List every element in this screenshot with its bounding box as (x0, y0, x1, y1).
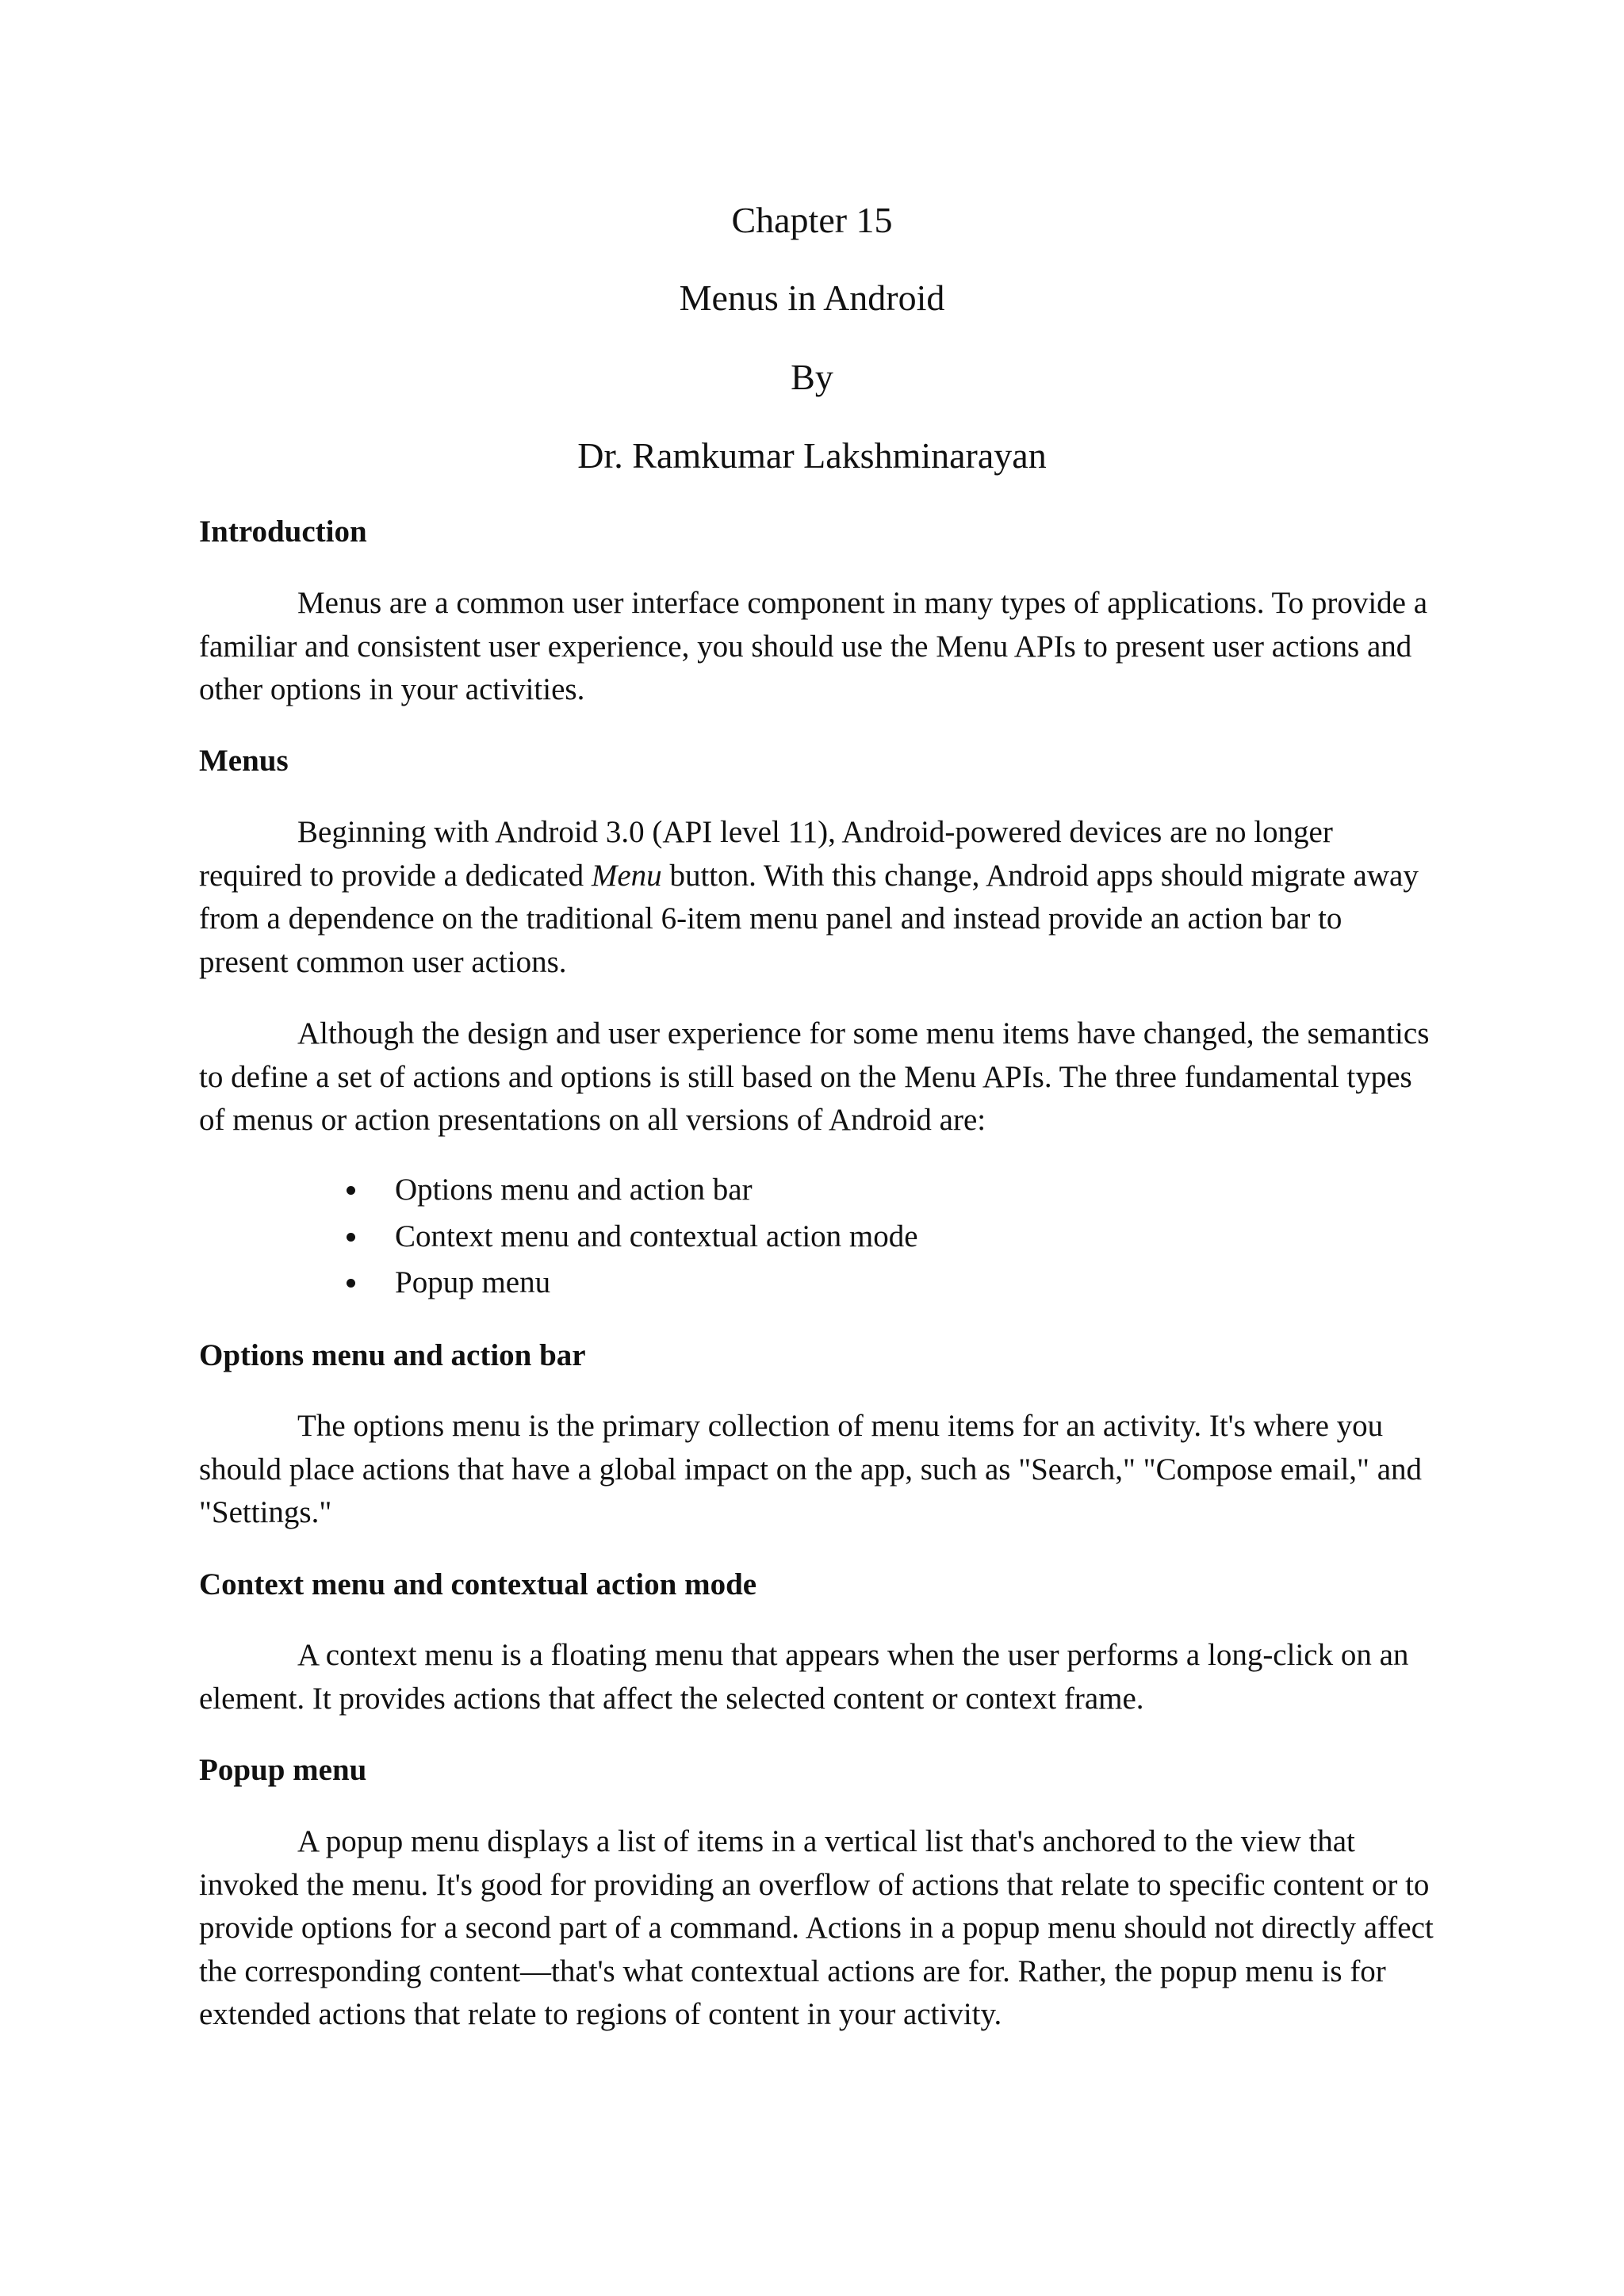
chapter-number: Chapter 15 (731, 200, 893, 240)
author-name: Dr. Ramkumar Lakshminarayan (577, 435, 1047, 476)
paragraph-introduction-text: Menus are a common user interface component in many types of applications. To provide a familiar and consistent user experience, you should use the Menu APIs to present user actions and other options in your activities. (199, 586, 1428, 706)
list-item-text: Options menu and action bar (395, 1173, 753, 1207)
chapter-title: Menus in Android (679, 277, 945, 318)
list-item (341, 1260, 918, 1307)
list-item-text: Popup menu (395, 1265, 551, 1299)
paragraph-menus-1-text (199, 811, 1436, 984)
paragraph-menus-1-after: button. With this change, Android apps should migrate away from a dependence on the traditional 6-item menu panel and instead provide an action bar to present common user actions. (199, 858, 1419, 979)
list-item-text: Context menu and contextual action mode (395, 1219, 918, 1253)
menu-button-term: Menu (591, 858, 662, 893)
paragraph-context-menu (199, 1634, 1436, 1720)
heading-menus: Menus (199, 744, 289, 778)
list-item (341, 1167, 918, 1214)
paragraph-menus-2 (199, 1012, 1436, 1142)
menu-types-list (341, 1167, 918, 1307)
paragraph-context-menu-text: A context menu is a floating menu that appears when the user performs a long-click on an element. It provides actions that affect the selected content or context frame. (199, 1638, 1409, 1716)
heading-introduction: Introduction (199, 515, 367, 549)
paragraph-popup-menu-text: A popup menu displays a list of items in a vertical list that's anchored to the view that invoked the menu. It's good for providing an overflow of actions that relate to specific content or to provide options for a second part of a command. Actions in a popup menu should not directly affect the corresponding content—that's what contextual actions are for. Rather, the popup menu is for extended actions that relate to regions of content in your activity. (199, 1824, 1434, 2031)
bullet-icon (347, 1233, 355, 1242)
paragraph-menus-1-before: Beginning with Android 3.0 (API level 11), Android-powered devices are no longer required to provide a dedicated (199, 815, 1333, 893)
paragraph-popup-menu (199, 1820, 1436, 2037)
heading-popup-menu: Popup menu (199, 1753, 367, 1787)
paragraph-options-menu-text: The options menu is the primary collection of menu items for an activity. It's where you should place actions that have a global impact on the app, such as "Search," "Compose email," and "Settings." (199, 1409, 1423, 1529)
paragraph-menus-2-text: Although the design and user experience for some menu items have changed, the semantics to define a set of actions and options is still based on the Menu APIs. The three fundamental types of menus or action presentations on all versions of Android are: (199, 1016, 1430, 1137)
paragraph-menus-1 (199, 811, 1436, 984)
list-item (341, 1214, 918, 1261)
bullet-icon (347, 1186, 355, 1195)
paragraph-options-menu (199, 1405, 1436, 1535)
heading-context-menu: Context menu and contextual action mode (199, 1567, 757, 1601)
heading-options-menu: Options menu and action bar (199, 1338, 586, 1372)
by-line: By (791, 357, 833, 397)
paragraph-introduction (199, 582, 1436, 712)
bullet-icon (347, 1279, 355, 1288)
